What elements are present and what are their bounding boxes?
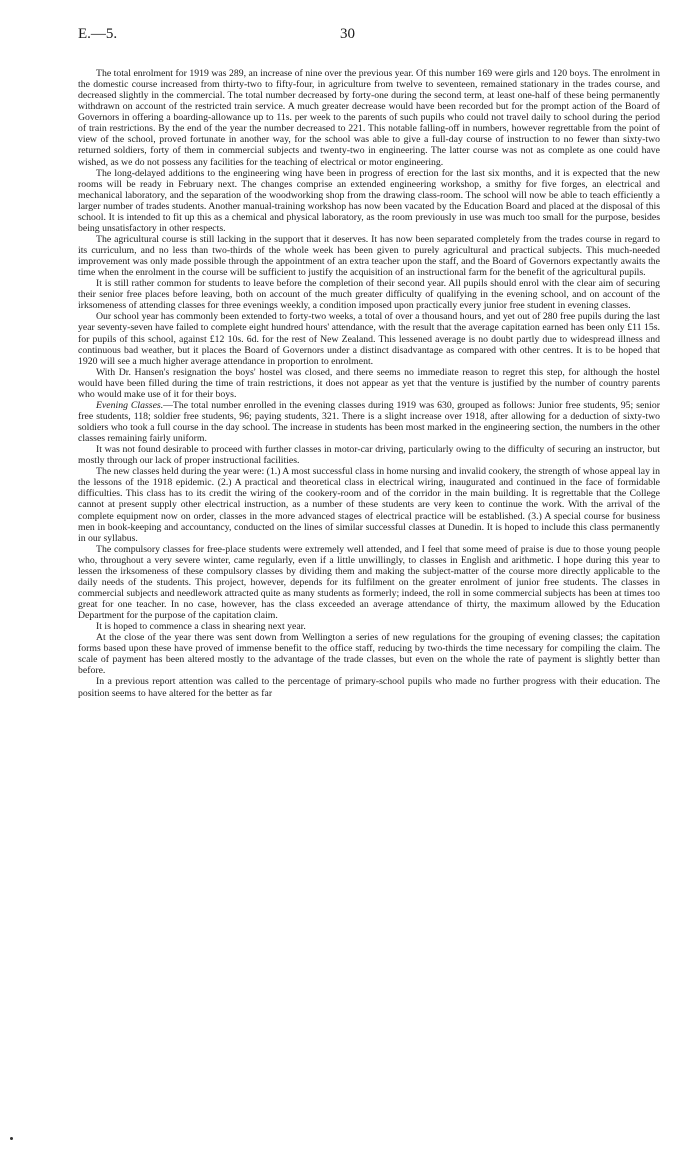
evening-classes-dash: —	[163, 399, 173, 411]
evening-classes-text: The total number enrolled in the evening classes during 1919 was 630, grouped as follows: Junior free students, 95; senior free students, 118; soldier free students, 96; paying students, 321. There is a slight increase over 1918, after allowing for a deduction of sixty-two soldiers who took a full course in the day school. The increase in students has been most marked in the engineering section, the numbers in the other classes remaining fairly uniform.	[78, 399, 660, 445]
paragraph-boys-hostel: With Dr. Hansen's resignation the boys' hostel was closed, and there seems no immediate reason to regret this step, for although the hostel would have been filled during the time of train restrictions, it does not appear as yet that the venture is justified by the number of country parents who would make use of it for their boys.	[78, 366, 660, 400]
paragraph-engineering-additions: The long-delayed additions to the engineering wing have been in progress of erection for the last six months, and it is expected that the new rooms will be ready in February next. The changes comprise an extended engineering workshop, a smithy for five forges, an electrical and mechanical laboratory, and the separation of the woodworking shop from the drawing class-room. The school will now be able to teach efficiently a larger number of trades students. Another manual-training workshop has now been vacated by the Education Board and placed at the disposal of this school. It is intended to fit up this as a chemical and physical laboratory, as the room previously in use was much too small for the purpose, besides being unsatisfactory in other respects.	[78, 167, 660, 234]
paragraph-new-regulations: At the close of the year there was sent down from Wellington a series of new regulations for the grouping of evening classes; the capitation forms based upon these have proved of immense benefit to the office staff, reducing by two-thirds the time necessary for compiling the claim. The scale of payment has been altered mostly to the advantage of the trade classes, but even on the whole the rate of payment is slightly better than before.	[78, 632, 660, 677]
paragraph-primary-school-pupils: In a previous report attention was called to the percentage of primary-school pupils who made no further progress with their education. The position seems to have altered for the better as far	[78, 676, 660, 699]
evening-classes-heading: Evening Classes.	[96, 399, 164, 411]
document-body	[78, 68, 660, 699]
paragraph-evening-classes	[78, 400, 660, 444]
paragraph-compulsory-classes: The compulsory classes for free-place students were extremely well attended, and I feel that some meed of praise is due to those young people who, throughout a very severe winter, came regularly, even if a little unwillingly, to classes in English and arithmetic. I hope during this year to lessen the irksomeness of these compulsory classes by dividing them and making the subject-matter of the course more directly applicable to the daily needs of the students. This project, however, depends for its fulfilment on the greater enrolment of junior free students. The classes in commercial subjects and needlework attracted quite as many students as formerly; indeed, the roll in some commercial subjects has been at times too great for one teacher. In no case, however, has the class exceeded an average attendance of thirty, the maximum allowed by the Education Department for the purpose of the capitation claim.	[78, 543, 660, 622]
paragraph-new-classes: The new classes held during the year were: (1.) A most successful class in home nursing and invalid cookery, the strength of whose appeal lay in the lessons of the 1918 epidemic. (2.) A practical and theoretical class in electrical wiring, inaugurated and continued in the face of formidable difficulties. This class has to its credit the wiring of the cookery-room and of the corridor in the main building. It is regrettable that the College cannot at present supply other electrical instruction, as a number of these students are very keen to continue the work. With the arrival of the complete equipment now on order, classes in the more advanced stages of electrical practice will be established. (3.) A special course for business men in book-keeping and accountancy, conducted on the lines of similar successful classes at Dunedin. It is hoped to include this class permanently in our syllabus.	[78, 466, 660, 544]
paragraph-enrolment: The total enrolment for 1919 was 289, an increase of nine over the previous year. Of this number 169 were girls and 120 boys. The enrolment in the domestic course increased from thirty-two to fifty-four, in agriculture from twelve to seventeen, remained stationary in the trades course, and decreased slightly in the commercial. The total number decreased by forty-one during the second term, at least one-half of these being permanently withdrawn on account of the restricted train service. A much greater decrease would have been recorded but for the prompt action of the Board of Governors in offering a boarding-allowance up to 11s. per week to the parents of such pupils who could not travel daily to school during the period of train restrictions. By the end of the year the number decreased to 221. This notable falling-off in numbers, however regrettable from the point of view of the school, proved fortunate in another way, for the school was able to give a full-day course of instruction to no fewer than sixty-two returned soldiers, forty of them in commercial subjects and twenty-two in engineering. The latter course was not as complete as one could have wished, as we do not possess any facilities for the teaching of electrical or motor engineering.	[78, 68, 660, 168]
paragraph-school-year: Our school year has commonly been extended to forty-two weeks, a total of over a thousand hours, and yet out of 280 free pupils during the last year seventy-seven have failed to complete eight hundred hours' attendance, with the result that the average capitation earned has been only £11 15s. for pupils of this school, against £12 10s. 6d. for the rest of New Zealand. This lessened average is no doubt partly due to widespread illness and continuous bad weather, but it places the Board of Governors under a distinct disadvantage as compared with other centres. It is to be hoped that 1920 will see a much higher average attendance in proportion to enrolment.	[78, 311, 660, 367]
page-header	[78, 26, 660, 48]
paragraph-agricultural-course: The agricultural course is still lacking in the support that it deserves. It has now been separated completely from the trades course in regard to its curriculum, and no less than two-thirds of the whole week has been given to purely agricultural and practical subjects. This much-needed improvement was only made possible through the appointment of an extra teacher upon the staff, and the Board of Governors expectantly awaits the time when the enrolment in the course will be sufficient to justify the acquisition of an instructional farm for the benefit of the agricultural pupils.	[78, 233, 660, 279]
margin-mark	[10, 1137, 13, 1140]
paragraph-shearing-class: It is hoped to commence a class in shearing next year.	[96, 621, 306, 633]
page-number: 30	[340, 26, 355, 42]
document-reference: E.—5.	[78, 26, 118, 42]
paragraph-motor-car-driving: It was not found desirable to proceed with further classes in motor-car driving, particularly owing to the difficulty of securing an instructor, but mostly through our lack of proper instructional facilities.	[78, 444, 660, 467]
paragraph-early-leaving: It is still rather common for students to leave before the completion of their second year. All pupils should enrol with the clear aim of securing their senior free places before leaving, both on account of the much greater difficulty of qualifying in the evening school, and on account of the irksomeness of attending classes for three evenings weekly, a condition imposed upon practically every junior free student in evening classes.	[78, 278, 660, 312]
